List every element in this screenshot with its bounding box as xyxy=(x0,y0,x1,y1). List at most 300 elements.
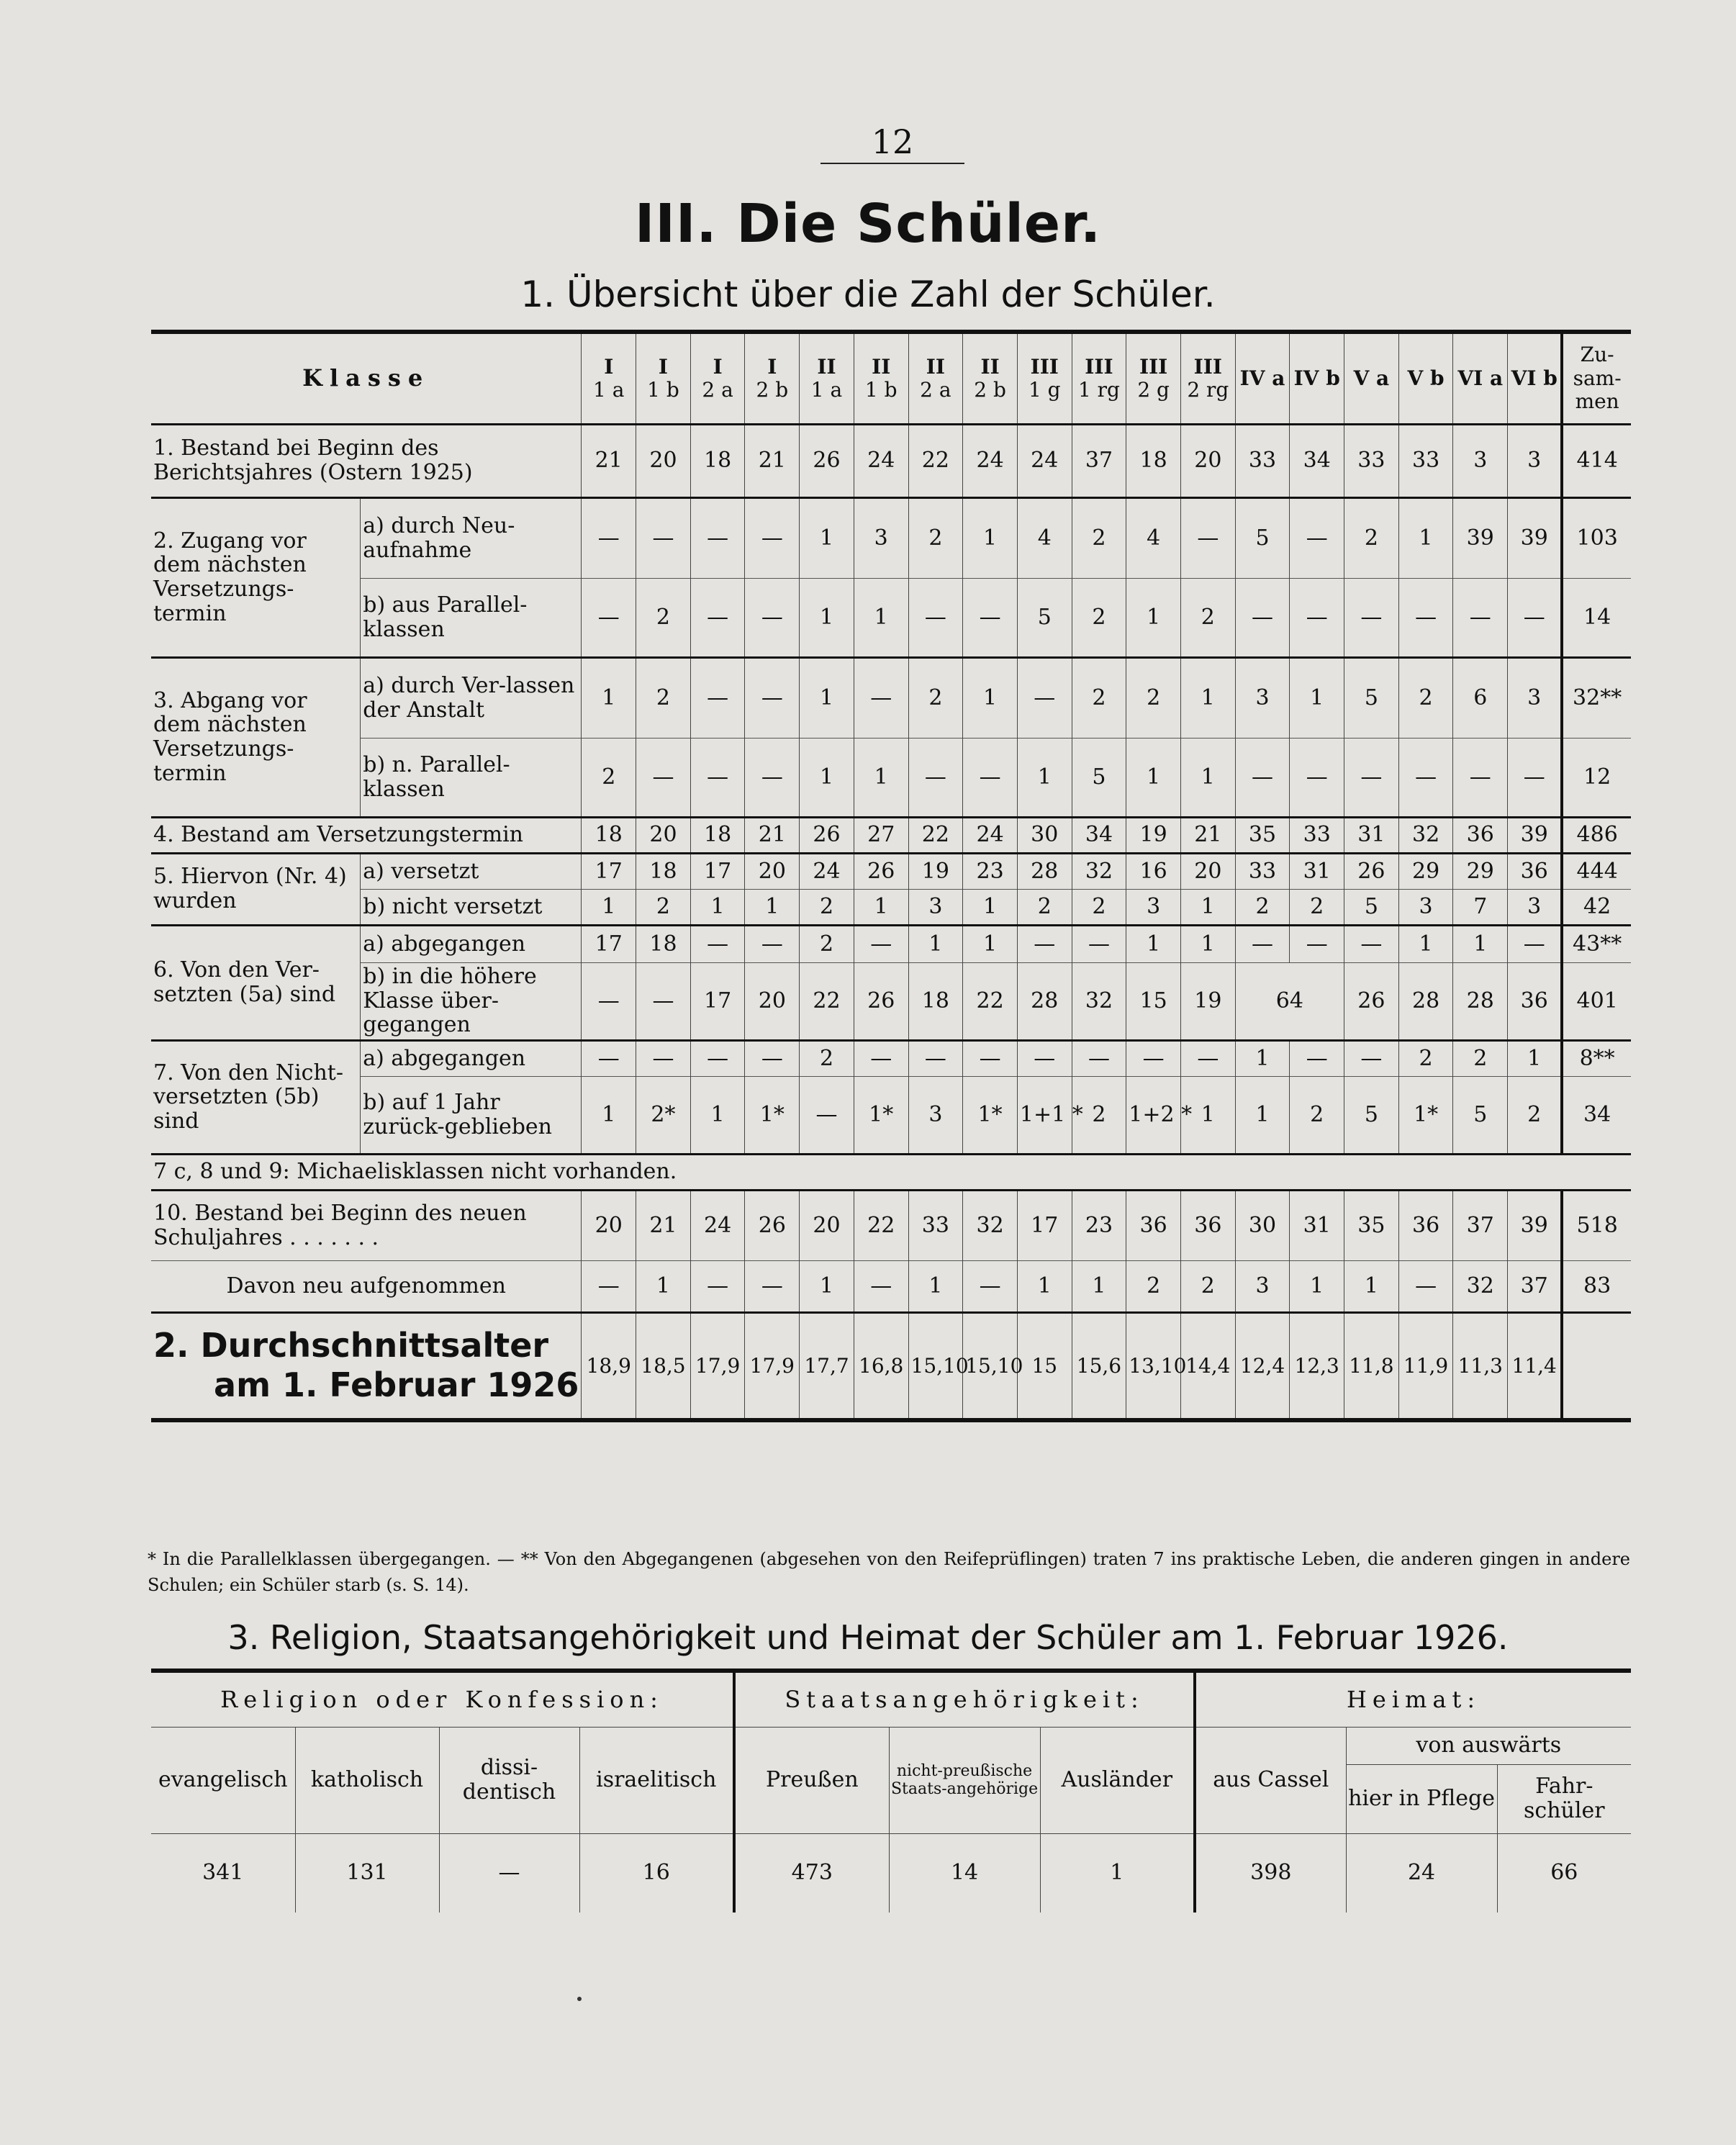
avg-age-cell: 11,3 xyxy=(1453,1312,1508,1420)
r3a-cell: 2 xyxy=(1126,657,1181,738)
r3a-cell: — xyxy=(690,657,745,738)
r2b-cell: — xyxy=(745,578,800,657)
val-evangelisch: 341 xyxy=(151,1833,295,1913)
r10-cell: 26 xyxy=(745,1190,800,1260)
r3b-cell: 1 xyxy=(1180,738,1235,817)
r7b-cell: 2* xyxy=(636,1076,691,1154)
r7a-cell: — xyxy=(636,1040,691,1076)
header-col xyxy=(1180,332,1235,424)
header-col xyxy=(582,332,636,424)
r1-cell: 20 xyxy=(636,424,691,497)
r6a-cell: 2 xyxy=(800,925,854,962)
r10b-cell: 37 xyxy=(1508,1260,1563,1312)
r1-cell: 3 xyxy=(1453,424,1508,497)
r6a-cell: 1 xyxy=(1180,925,1235,962)
r7b-cell: 1* xyxy=(854,1076,908,1154)
r5b-cell: 3 xyxy=(1126,889,1181,925)
footnote: * In die Parallelklassen übergegangen. — ** Von den Abgegangenen (abgesehen von den Reifeprüflingen) traten 7 ins praktische Leben, die anderen gingen in andere Schulen; ein Schüler starb (s. S. 14). xyxy=(148,1549,1630,1595)
header-col-part: III xyxy=(1085,354,1113,379)
r2a-cell: — xyxy=(636,497,691,578)
avg-age-cell: 11,8 xyxy=(1344,1312,1399,1420)
r6b-cell: 15 xyxy=(1126,962,1181,1040)
r6b-cell: 20 xyxy=(745,962,800,1040)
header-col-part: I xyxy=(767,354,777,379)
r7a-cell: — xyxy=(1180,1040,1235,1076)
r7b-cell: 2 xyxy=(1508,1076,1563,1154)
r1-cell: 21 xyxy=(745,424,800,497)
r2b-cell: — xyxy=(1344,578,1399,657)
row10-label: 10. Bestand bei Beginn des neuen Schuljahres . . . . . . . xyxy=(151,1190,582,1260)
r5b-cell: 2 xyxy=(800,889,854,925)
header-col-part: I xyxy=(658,354,668,379)
r7b-cell: 1 xyxy=(582,1076,636,1154)
student-count-table xyxy=(151,330,1631,1422)
r7b-cell: 34 xyxy=(1562,1076,1631,1154)
header-col-part: I xyxy=(604,354,614,379)
header-col-part: 2 b xyxy=(974,377,1006,402)
val-fahrschueler: 66 xyxy=(1497,1833,1631,1913)
col-auslaender: Ausländer xyxy=(1040,1727,1195,1833)
r10b-cell: 1 xyxy=(1290,1260,1344,1312)
r3a-cell: 1 xyxy=(582,657,636,738)
r6a-cell: 1 xyxy=(1453,925,1508,962)
r6b-cell: 32 xyxy=(1072,962,1126,1040)
r10-cell: 36 xyxy=(1398,1190,1453,1260)
section2-title-line1: 2. Durchschnittsalter xyxy=(153,1326,549,1365)
r4-cell: 34 xyxy=(1072,817,1126,853)
r3a-cell: 2 xyxy=(1072,657,1126,738)
header-col-part: 2 a xyxy=(702,377,733,402)
r2b-cell: 2 xyxy=(636,578,691,657)
header-col-part: 1 a xyxy=(593,377,625,402)
r6a-cell: — xyxy=(1344,925,1399,962)
r5a-cell: 16 xyxy=(1126,853,1181,889)
row7a-label: a) abgegangen xyxy=(361,1040,582,1076)
header-col xyxy=(1017,332,1072,424)
avg-age-cell: 12,4 xyxy=(1235,1312,1290,1420)
r7b-cell: 2 xyxy=(1290,1076,1344,1154)
r2b-cell: 2 xyxy=(1180,578,1235,657)
r5a-cell: 26 xyxy=(854,853,908,889)
header-col-part: 2 b xyxy=(756,377,789,402)
header-col xyxy=(854,332,908,424)
r1-cell: 24 xyxy=(963,424,1018,497)
r3a-cell: 32** xyxy=(1562,657,1631,738)
r10-cell: 23 xyxy=(1072,1190,1126,1260)
r3b-cell: — xyxy=(636,738,691,817)
r10-cell: 35 xyxy=(1344,1190,1399,1260)
r3a-cell: 1 xyxy=(800,657,854,738)
r10b-cell: 2 xyxy=(1126,1260,1181,1312)
group-staat: Staatsangehörigkeit: xyxy=(734,1671,1195,1727)
chapter-title: III. Die Schüler. xyxy=(634,193,1102,255)
r4-cell: 39 xyxy=(1508,817,1563,853)
r3a-cell: 1 xyxy=(1290,657,1344,738)
row4-label: 4. Bestand am Versetzungstermin xyxy=(151,817,582,853)
r6b-cell: 18 xyxy=(908,962,963,1040)
r10b-cell: 1 xyxy=(1344,1260,1399,1312)
header-col xyxy=(1290,332,1344,424)
r5a-cell: 31 xyxy=(1290,853,1344,889)
r3b-cell: — xyxy=(1453,738,1508,817)
r1-cell: 18 xyxy=(1126,424,1181,497)
row2a-label: a) durch Neu-aufnahme xyxy=(361,497,582,578)
col-fahrschueler: Fahr-schüler xyxy=(1497,1764,1631,1833)
r7b-cell: 3 xyxy=(908,1076,963,1154)
avg-age-cell: 15 xyxy=(1017,1312,1072,1420)
r6a-cell: 18 xyxy=(636,925,691,962)
r1-cell: 21 xyxy=(582,424,636,497)
header-col xyxy=(1398,332,1453,424)
header-col xyxy=(1344,332,1399,424)
r4-cell: 18 xyxy=(690,817,745,853)
r3b-cell: — xyxy=(1235,738,1290,817)
r5b-cell: 3 xyxy=(1508,889,1563,925)
r7a-cell: — xyxy=(1344,1040,1399,1076)
r2b-cell: 5 xyxy=(1017,578,1072,657)
r6a-cell: — xyxy=(1017,925,1072,962)
r3a-cell: 6 xyxy=(1453,657,1508,738)
col-cassel: aus Cassel xyxy=(1195,1727,1346,1833)
r3b-cell: — xyxy=(908,738,963,817)
r7a-cell: — xyxy=(1290,1040,1344,1076)
header-col-part: III xyxy=(1193,354,1222,379)
r10-cell: 22 xyxy=(854,1190,908,1260)
r7a-cell: 2 xyxy=(1453,1040,1508,1076)
r10b-cell: — xyxy=(582,1260,636,1312)
avg-empty-total xyxy=(1562,1312,1631,1420)
r3a-cell: 2 xyxy=(908,657,963,738)
r7a-cell: 8** xyxy=(1562,1040,1631,1076)
row5a-label: a) versetzt xyxy=(361,853,582,889)
r1-cell: 3 xyxy=(1508,424,1563,497)
r2a-cell: 1 xyxy=(963,497,1018,578)
avg-age-cell: 15,10 xyxy=(963,1312,1018,1420)
val-israelitisch: 16 xyxy=(579,1833,734,1913)
r3b-cell: 1 xyxy=(1126,738,1181,817)
r10b-cell: 1 xyxy=(800,1260,854,1312)
r6a-cell: — xyxy=(1235,925,1290,962)
r3a-cell: 1 xyxy=(1180,657,1235,738)
row2b-label: b) aus Parallel-klassen xyxy=(361,578,582,657)
header-col-part: 2 a xyxy=(920,377,951,402)
r7a-cell: 2 xyxy=(800,1040,854,1076)
r5a-cell: 36 xyxy=(1508,853,1563,889)
header-col-part: 1 a xyxy=(810,377,843,402)
r10-cell: 24 xyxy=(690,1190,745,1260)
r1-cell: 33 xyxy=(1344,424,1399,497)
r10-cell: 518 xyxy=(1562,1190,1631,1260)
r4-cell: 22 xyxy=(908,817,963,853)
r4-cell: 21 xyxy=(745,817,800,853)
r10b-cell: 3 xyxy=(1235,1260,1290,1312)
r10-cell: 31 xyxy=(1290,1190,1344,1260)
r4-cell: 32 xyxy=(1398,817,1453,853)
page-number-rule xyxy=(820,163,964,164)
r3b-cell: — xyxy=(1344,738,1399,817)
r4-cell: 31 xyxy=(1344,817,1399,853)
avg-age-cell: 11,9 xyxy=(1398,1312,1453,1420)
r5b-cell: 42 xyxy=(1562,889,1631,925)
r3a-cell: 5 xyxy=(1344,657,1399,738)
r1-cell: 20 xyxy=(1180,424,1235,497)
r2b-cell: 1 xyxy=(854,578,908,657)
header-col xyxy=(636,332,691,424)
r3a-cell: — xyxy=(854,657,908,738)
header-col-part: 1 g xyxy=(1028,377,1061,402)
r5a-cell: 28 xyxy=(1017,853,1072,889)
row3-label: 3. Abgang vor dem nächsten Versetzungs-termin xyxy=(151,657,361,817)
r6b-cell: 26 xyxy=(854,962,908,1040)
row6a-label: a) abgegangen xyxy=(361,925,582,962)
r4-cell: 19 xyxy=(1126,817,1181,853)
r3b-cell: 5 xyxy=(1072,738,1126,817)
r2a-cell: — xyxy=(1290,497,1344,578)
r5b-cell: 2 xyxy=(636,889,691,925)
r5a-cell: 19 xyxy=(908,853,963,889)
col-pflege: hier in Pflege xyxy=(1346,1764,1497,1833)
r6b-cell: 19 xyxy=(1180,962,1235,1040)
section2-title xyxy=(151,1312,582,1420)
r7b-cell: 5 xyxy=(1453,1076,1508,1154)
r7a-cell: — xyxy=(1017,1040,1072,1076)
r5b-cell: 1 xyxy=(854,889,908,925)
r7b-cell: 1* xyxy=(1398,1076,1453,1154)
r2a-cell: — xyxy=(745,497,800,578)
val-pflege: 24 xyxy=(1346,1833,1497,1913)
r7a-cell: — xyxy=(582,1040,636,1076)
r3b-cell: 2 xyxy=(582,738,636,817)
r7a-cell: 1 xyxy=(1508,1040,1563,1076)
r10-cell: 39 xyxy=(1508,1190,1563,1260)
r3a-cell: — xyxy=(1017,657,1072,738)
r6b-cell: 401 xyxy=(1562,962,1631,1040)
row3b-label: b) n. Parallel-klassen xyxy=(361,738,582,817)
r4-cell: 24 xyxy=(963,817,1018,853)
r10b-cell: 1 xyxy=(908,1260,963,1312)
page-dot xyxy=(577,1997,582,2001)
r2b-cell: — xyxy=(582,578,636,657)
section2-title-line2: am 1. Februar 1926 xyxy=(214,1365,579,1405)
col-israelitisch: israelitisch xyxy=(579,1727,734,1833)
r3b-cell: — xyxy=(690,738,745,817)
r5b-cell: 1 xyxy=(963,889,1018,925)
avg-age-cell: 11,4 xyxy=(1508,1312,1563,1420)
header-col xyxy=(908,332,963,424)
header-col-part: III xyxy=(1139,354,1168,379)
r10b-cell: — xyxy=(854,1260,908,1312)
r6a-cell: 43** xyxy=(1562,925,1631,962)
r5a-cell: 20 xyxy=(745,853,800,889)
r6a-cell: — xyxy=(690,925,745,962)
r5a-cell: 29 xyxy=(1398,853,1453,889)
r10b-cell: — xyxy=(745,1260,800,1312)
header-col-part: IV b xyxy=(1293,366,1340,390)
r5b-cell: 3 xyxy=(908,889,963,925)
header-col xyxy=(690,332,745,424)
r10-cell: 20 xyxy=(800,1190,854,1260)
r4-cell: 26 xyxy=(800,817,854,853)
col-von-auswaerts: von auswärts xyxy=(1346,1727,1631,1764)
r10b-cell: 1 xyxy=(1072,1260,1126,1312)
r2a-cell: 4 xyxy=(1126,497,1181,578)
r2a-cell: 4 xyxy=(1017,497,1072,578)
r3a-cell: 2 xyxy=(636,657,691,738)
r2a-cell: 2 xyxy=(1072,497,1126,578)
header-col xyxy=(1562,332,1631,424)
r5b-cell: 2 xyxy=(1235,889,1290,925)
r5b-cell: 2 xyxy=(1017,889,1072,925)
r7a-cell: — xyxy=(963,1040,1018,1076)
r2b-cell: 2 xyxy=(1072,578,1126,657)
row3a-label: a) durch Ver-lassen der Anstalt xyxy=(361,657,582,738)
r3a-cell: 3 xyxy=(1508,657,1563,738)
r2a-cell: 1 xyxy=(800,497,854,578)
r5a-cell: 444 xyxy=(1562,853,1631,889)
r10-cell: 32 xyxy=(963,1190,1018,1260)
avg-age-cell: 14,4 xyxy=(1180,1312,1235,1420)
r3a-cell: — xyxy=(745,657,800,738)
r6b-cell: 64 xyxy=(1235,962,1344,1040)
page-number: 12 xyxy=(871,122,914,161)
r5a-cell: 17 xyxy=(690,853,745,889)
r7b-cell: 1+2 * xyxy=(1126,1076,1181,1154)
r10b-cell: 1 xyxy=(636,1260,691,1312)
avg-age-cell: 18,9 xyxy=(582,1312,636,1420)
r3a-cell: 2 xyxy=(1398,657,1453,738)
group-heimat: Heimat: xyxy=(1195,1671,1631,1727)
r7a-cell: — xyxy=(745,1040,800,1076)
header-col-part: II xyxy=(926,354,945,379)
r7a-cell: — xyxy=(854,1040,908,1076)
r10b-cell: — xyxy=(690,1260,745,1312)
header-col-part: VI a xyxy=(1457,366,1504,390)
r1-cell: 37 xyxy=(1072,424,1126,497)
r7b-cell: 1* xyxy=(745,1076,800,1154)
col-nichtpreussen: nicht-preußische Staats-angehörige xyxy=(889,1727,1040,1833)
r4-cell: 27 xyxy=(854,817,908,853)
header-klasse: Klasse xyxy=(151,332,582,424)
avg-age-cell: 16,8 xyxy=(854,1312,908,1420)
avg-age-cell: 15,6 xyxy=(1072,1312,1126,1420)
r2b-cell: 14 xyxy=(1562,578,1631,657)
r10b-cell: — xyxy=(1398,1260,1453,1312)
r1-cell: 33 xyxy=(1235,424,1290,497)
r6b-cell: — xyxy=(636,962,691,1040)
r6a-cell: 1 xyxy=(1398,925,1453,962)
r7a-cell: — xyxy=(1072,1040,1126,1076)
r4-cell: 35 xyxy=(1235,817,1290,853)
r4-cell: 33 xyxy=(1290,817,1344,853)
r10-cell: 33 xyxy=(908,1190,963,1260)
r7a-cell: — xyxy=(908,1040,963,1076)
r3b-cell: — xyxy=(1398,738,1453,817)
r4-cell: 486 xyxy=(1562,817,1631,853)
r10b-cell: 2 xyxy=(1180,1260,1235,1312)
row6b-label: b) in die höhere Klasse über-gegangen xyxy=(361,962,582,1040)
header-col xyxy=(745,332,800,424)
r4-cell: 21 xyxy=(1180,817,1235,853)
r7b-cell: 2 xyxy=(1072,1076,1126,1154)
r6a-cell: 1 xyxy=(963,925,1018,962)
r2b-cell: — xyxy=(1508,578,1563,657)
r6b-cell: 28 xyxy=(1453,962,1508,1040)
r6b-cell: 22 xyxy=(963,962,1018,1040)
r1-cell: 34 xyxy=(1290,424,1344,497)
r7b-cell: 1 xyxy=(1180,1076,1235,1154)
col-preussen: Preußen xyxy=(734,1727,889,1833)
r7b-cell: — xyxy=(800,1076,854,1154)
r6b-cell: 36 xyxy=(1508,962,1563,1040)
row6-label: 6. Von den Ver-setzten (5a) sind xyxy=(151,925,361,1040)
r5b-cell: 2 xyxy=(1290,889,1344,925)
header-col-part: VI b xyxy=(1511,366,1558,390)
r3b-cell: — xyxy=(745,738,800,817)
r10-cell: 37 xyxy=(1453,1190,1508,1260)
r2b-cell: — xyxy=(963,578,1018,657)
r10b-cell: 83 xyxy=(1562,1260,1631,1312)
avg-age-cell: 13,10 xyxy=(1126,1312,1181,1420)
r5b-cell: 1 xyxy=(745,889,800,925)
val-nichtpreussen: 14 xyxy=(889,1833,1040,1913)
r10-cell: 21 xyxy=(636,1190,691,1260)
avg-age-cell: 17,7 xyxy=(800,1312,854,1420)
row7b-label: b) auf 1 Jahr zurück-geblieben xyxy=(361,1076,582,1154)
r2a-cell: 39 xyxy=(1453,497,1508,578)
header-col xyxy=(1072,332,1126,424)
r4-cell: 36 xyxy=(1453,817,1508,853)
header-col-part: sam- xyxy=(1573,366,1622,390)
header-col xyxy=(1508,332,1563,424)
group-religion: Religion oder Konfession: xyxy=(151,1671,734,1727)
header-col-part: 2 rg xyxy=(1187,377,1229,402)
avg-age-cell: 17,9 xyxy=(745,1312,800,1420)
r5b-cell: 7 xyxy=(1453,889,1508,925)
r6a-cell: 1 xyxy=(1126,925,1181,962)
r7b-cell: 1 xyxy=(1235,1076,1290,1154)
r5b-cell: 3 xyxy=(1398,889,1453,925)
row2-label: 2. Zugang vor dem nächsten Versetzungs-termin xyxy=(151,497,361,657)
r1-cell: 18 xyxy=(690,424,745,497)
r5a-cell: 29 xyxy=(1453,853,1508,889)
col-dissidentisch: dissi-dentisch xyxy=(439,1727,579,1833)
r2b-cell: — xyxy=(1398,578,1453,657)
r5a-cell: 17 xyxy=(582,853,636,889)
r5b-cell: 1 xyxy=(690,889,745,925)
r2b-cell: — xyxy=(1235,578,1290,657)
val-katholisch: 131 xyxy=(295,1833,439,1913)
r10-cell: 36 xyxy=(1126,1190,1181,1260)
col-evangelisch: evangelisch xyxy=(151,1727,295,1833)
header-col-part: II xyxy=(872,354,891,379)
r5b-cell: 1 xyxy=(582,889,636,925)
header-col-part: 1 b xyxy=(647,377,679,402)
header-col-part: II xyxy=(980,354,1000,379)
section1-title: 1. Übersicht über die Zahl der Schüler. xyxy=(520,274,1216,315)
row5b-label: b) nicht versetzt xyxy=(361,889,582,925)
r1-cell: 414 xyxy=(1562,424,1631,497)
r10b-cell: — xyxy=(963,1260,1018,1312)
r6b-cell: — xyxy=(582,962,636,1040)
r2b-cell: 1 xyxy=(800,578,854,657)
r4-cell: 18 xyxy=(582,817,636,853)
header-col xyxy=(1235,332,1290,424)
r3b-cell: — xyxy=(1290,738,1344,817)
r7b-cell: 1+1 * xyxy=(1017,1076,1072,1154)
r2a-cell: — xyxy=(582,497,636,578)
r6a-cell: — xyxy=(854,925,908,962)
r7a-cell: — xyxy=(690,1040,745,1076)
